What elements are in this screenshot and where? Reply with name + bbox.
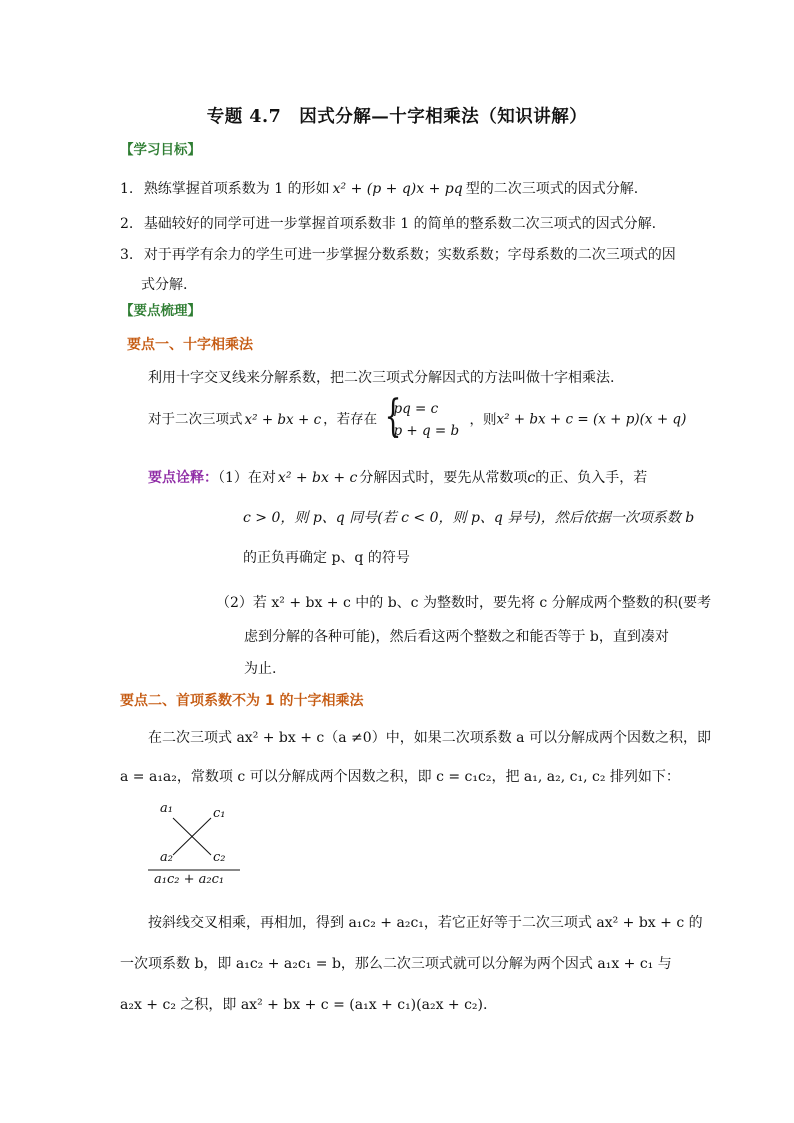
point2-para2-line2: 一次项系数 b，即 a₁c₂ + a₂c₁ = b，那么二次三项式就可以分解为两个因式 a₁x + c₁ 与	[120, 956, 672, 972]
point2-para1-line1: 在二次三项式 ax² + bx + c（a ≠0）中，如果二次项系数 a 可以分解成两个因数之积，即	[148, 730, 711, 746]
note2-line3: 为止.	[244, 661, 277, 677]
brace-symbol: {	[385, 391, 402, 442]
cross-a2: a₂	[160, 850, 173, 865]
point1-heading: 要点一、十字相乘法	[127, 337, 253, 353]
goal-text: 熟练掌握首项系数为 1 的形如	[143, 181, 330, 197]
point2-heading: 要点二、首项系数不为 1 的十字相乘法	[120, 693, 364, 709]
poly-formula: x² + bx + c	[244, 411, 322, 428]
cross-c1: c₁	[213, 806, 226, 821]
goal-item-2	[120, 213, 656, 233]
note-label: 要点诠释：	[148, 470, 218, 486]
cross-multiplication-diagram	[140, 798, 250, 893]
system-eq-1: pq = c	[393, 401, 439, 417]
goal-number: 1.	[120, 181, 134, 197]
goal-item-3-cont: 式分解.	[141, 277, 188, 293]
goal-text: 对于再学有余力的学生可进一步掌握分数系数；实数系数；字母系数的二次三项式的因	[143, 247, 676, 263]
note-var-c: c	[527, 470, 536, 486]
key-points-header: 【要点梳理】	[120, 303, 201, 319]
point2-para2-line3: a₂x + c₂ 之积，即 ax² + bx + c = (a₁x + c₁)(a₂x + c₂).	[120, 997, 488, 1013]
note1-line3: 的正负再确定 p、q 的符号	[243, 550, 410, 566]
goal-item-3	[120, 244, 676, 264]
goal-formula: x² + (p + q)x + pq	[332, 181, 463, 197]
note-text: （1）在对	[218, 470, 276, 486]
condition-text-2: ，若存在	[323, 411, 378, 428]
cross-sum: a₁c₂ + a₂c₁	[154, 872, 225, 887]
note1-line2: c > 0，则 p、q 同号(若 c < 0，则 p、q 异号)，然后依据一次项系数 b	[243, 510, 695, 526]
goal-number: 2.	[120, 216, 134, 232]
note-text-2: 分解因式时，要先从常数项	[359, 470, 528, 486]
goal-number: 3.	[120, 247, 134, 263]
goal-item-1	[120, 178, 638, 198]
note-text-3: 的正、负入手，若	[535, 470, 648, 486]
note-formula: x² + bx + c	[277, 470, 358, 486]
point2-para1-line2: a = a₁a₂，常数项 c 可以分解成两个因数之积，即 c = c₁c₂，把 a₁, a₂, c₁, c₂ 排列如下：	[120, 769, 680, 785]
point1-condition	[148, 391, 687, 442]
cross-a1: a₁	[160, 801, 173, 816]
equation-system	[381, 391, 460, 442]
factor-result: x² + bx + c = (x + p)(x + q)	[496, 411, 687, 428]
page-title: 专题 4.7 因式分解—十字相乘法（知识讲解）	[206, 107, 588, 127]
point2-para2-line1: 按斜线交叉相乘，再相加，得到 a₁c₂ + a₂c₁，若它正好等于二次三项式 ax² + bx + c 的	[148, 915, 703, 931]
goal-text-end: 型的二次三项式的因式分解.	[465, 181, 639, 197]
condition-text-3: ，则	[469, 411, 497, 428]
condition-text: 对于二次三项式	[148, 411, 243, 428]
point1-intro: 利用十字交叉线来分解系数，把二次三项式分解因式的方法叫做十字相乘法.	[148, 370, 615, 386]
learning-goals-header: 【学习目标】	[120, 142, 201, 158]
note2-line2: 虑到分解的各种可能)，然后看这两个整数之和能否等于 b，直到凑对	[244, 629, 669, 645]
note1-line1	[148, 467, 647, 487]
system-eq-2: p + q = b	[393, 423, 460, 439]
goal-text: 基础较好的同学可进一步掌握首项系数非 1 的简单的整系数二次三项式的因式分解.	[143, 216, 657, 232]
cross-c2: c₂	[213, 850, 226, 865]
note2-line1: （2）若 x² + bx + c 中的 b、c 为整数时，要先将 c 分解成两个整数的积(要考	[216, 595, 712, 611]
